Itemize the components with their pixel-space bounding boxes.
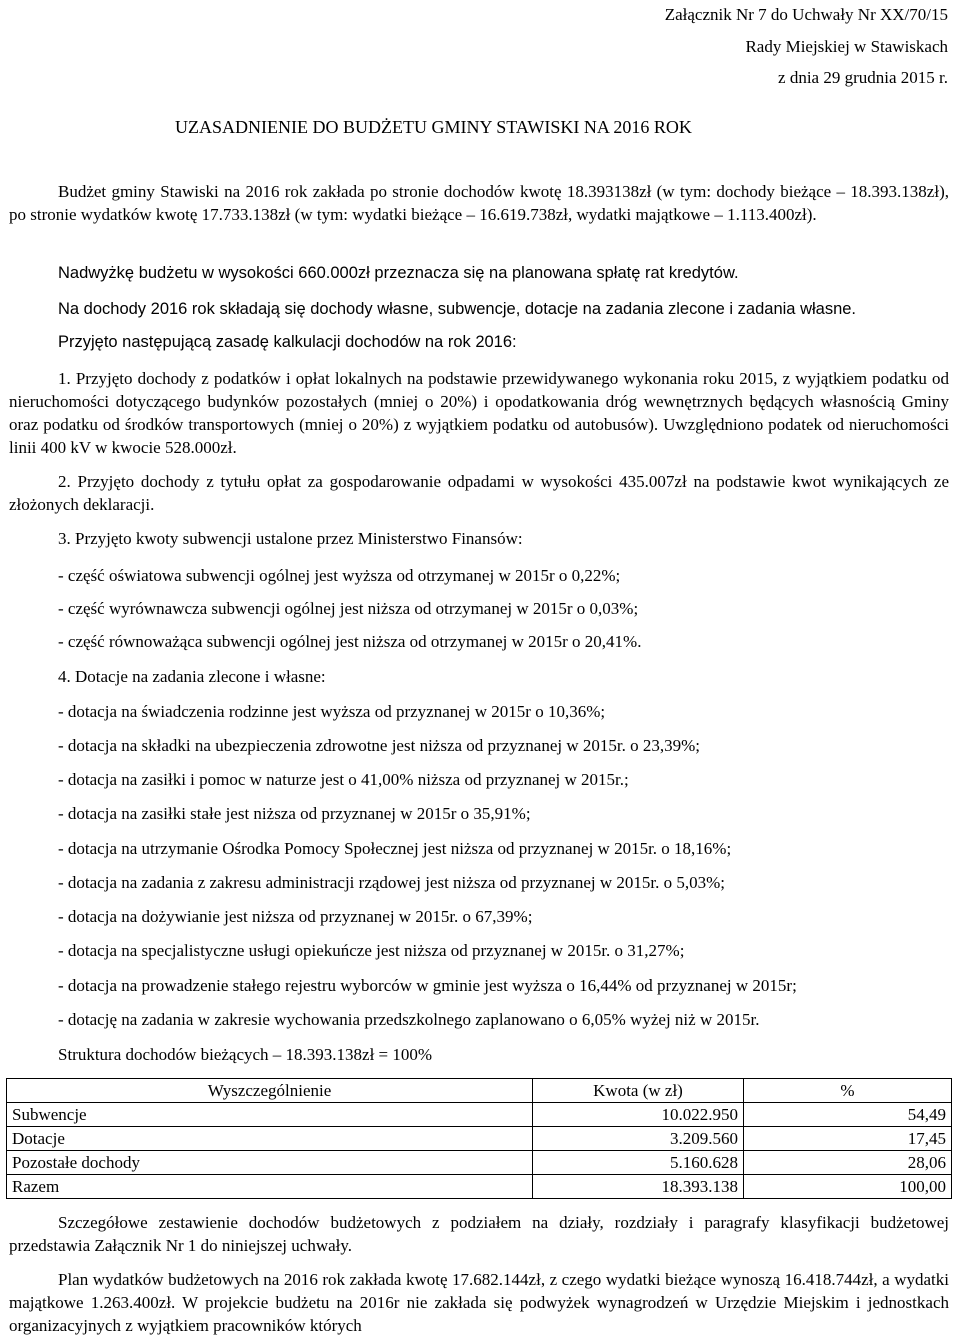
grant-item: - dotacja na utrzymanie Ośrodka Pomocy Społecznej jest niższa od przyznanej w 2015r. o 18,16%;: [58, 839, 732, 858]
grant-item: - dotacja na zasiłki stałe jest niższa od przyznanej w 2015r o 35,91%;: [58, 804, 531, 823]
table-cell: Pozostałe dochody: [7, 1151, 533, 1175]
table-cell: 54,49: [744, 1103, 952, 1127]
table-cell: 28,06: [744, 1151, 952, 1175]
surplus-paragraph: Nadwyżkę budżetu w wysokości 660.000zł przeznacza się na planowana spłatę rat kredytów.: [58, 264, 739, 282]
annex-reference: Załącznik Nr 7 do Uchwały Nr XX/70/15: [664, 5, 948, 24]
point-3: 3. Przyjęto kwoty subwencji ustalone przez Ministerstwo Finansów:: [58, 529, 523, 548]
income-structure-table: [6, 1078, 952, 1199]
table-row: [7, 1127, 952, 1151]
subsidy-item: - część równoważąca subwencji ogólnej jest niższa od otrzymanej w 2015r o 20,41%.: [58, 632, 642, 651]
grant-item: - dotacja na dożywianie jest niższa od przyznanej w 2015r. o 67,39%;: [58, 907, 533, 926]
grant-item: - dotacja na prowadzenie stałego rejestru wyborców w gminie jest wyższa o 16,44% od przyznanej w 2015r;: [58, 976, 797, 995]
expenditure-paragraph: Plan wydatków budżetowych na 2016 rok zakłada kwotę 17.682.144zł, z czego wydatki bieżące wynoszą 16.418.744zł, a wydatki majątkowe 1.263.400zł. W projekcie budżetu na 2016r nie zakłada się podwyżek wynagrodzeń w Urzędzie Miejskim i jednostkach organizacyjnych z wyjątkiem pracowników których: [9, 1270, 949, 1335]
details-paragraph: Szczegółowe zestawienie dochodów budżetowych z podziałem na działy, rozdziały i paragrafy klasyfikacji budżetowej przedstawia Załącznik Nr 1 do niniejszej uchwały.: [9, 1213, 949, 1255]
table-cell: 5.160.628: [533, 1151, 744, 1175]
grant-item: - dotacja na specjalistyczne usługi opiekuńcze jest niższa od przyznanej w 2015r. o 31,27%;: [58, 941, 685, 960]
point-2: 2. Przyjęto dochody z tytułu opłat za gospodarowanie odpadami w wysokości 435.007zł na podstawie kwot wynikających ze złożonych deklaracji.: [9, 472, 949, 514]
header-cell: Kwota (w zł): [533, 1079, 744, 1103]
income-sources-paragraph: Na dochody 2016 rok składają się dochody własne, subwencje, dotacje na zadania zlecone i zadania własne.: [58, 300, 857, 318]
subsidy-item: - część oświatowa subwencji ogólnej jest wyższa od otrzymanej w 2015r o 0,22%;: [58, 566, 621, 585]
table-cell: 18.393.138: [533, 1175, 744, 1199]
table-cell: Razem: [7, 1175, 533, 1199]
intro-paragraph: Budżet gminy Stawiski na 2016 rok zakłada po stronie dochodów kwotę 18.393138zł (w tym: dochody bieżące – 18.393.138zł), po stronie wydatków kwotę 17.733.138zł (w tym: wydatki bieżące – 16.619.738zł, wydatki majątkowe – 1.113.400zł).: [9, 182, 949, 224]
point-4: 4. Dotacje na zadania zlecone i własne:: [58, 667, 326, 686]
grant-item: - dotacja na zadania z zakresu administracji rządowej jest niższa od przyznanej w 2015r. o 5,03%;: [58, 873, 725, 892]
table-cell: Subwencje: [7, 1103, 533, 1127]
table-cell: 17,45: [744, 1127, 952, 1151]
point-1: 1. Przyjęto dochody z podatków i opłat lokalnych na podstawie przewidywanego wykonania roku 2015, z wyjątkiem podatku od nieruchomości dotyczącego budynków pozostałych (mniej o 20%) i opodatkowania dróg wewnętrznych będących własnością Gminy oraz podatku od środków transportowych (mniej o 20%) z wyjątkiem podatku od autobusów). Uwzględniono podatek od nieruchomości linii 400 kV w kwocie 528.000zł.: [9, 369, 949, 457]
table-header-row: [7, 1079, 952, 1103]
document-title: UZASADNIENIE DO BUDŻETU GMINY STAWISKI NA 2016 ROK: [175, 117, 692, 137]
structure-caption: Struktura dochodów bieżących – 18.393.138zł = 100%: [58, 1045, 433, 1064]
table-row: [7, 1175, 952, 1199]
table-cell: 100,00: [744, 1175, 952, 1199]
resolution-date: z dnia 29 grudnia 2015 r.: [778, 68, 948, 87]
subsidy-item: - część wyrównawcza subwencji ogólnej jest niższa od otrzymanej w 2015r o 0,03%;: [58, 599, 639, 618]
table-row: [7, 1103, 952, 1127]
table-row: [7, 1151, 952, 1175]
header-cell: Wyszczególnienie: [7, 1079, 533, 1103]
principle-paragraph: Przyjęto następującą zasadę kalkulacji dochodów na rok 2016:: [58, 333, 517, 351]
header-cell: %: [744, 1079, 952, 1103]
grant-item: - dotacja na składki na ubezpieczenia zdrowotne jest niższa od przyznanej w 2015r. o 23,39%;: [58, 736, 700, 755]
grant-item: - dotacja na zasiłki i pomoc w naturze jest o 41,00% niższa od przyznanej w 2015r.;: [58, 770, 629, 789]
table-cell: 3.209.560: [533, 1127, 744, 1151]
table-cell: 10.022.950: [533, 1103, 744, 1127]
council-name: Rady Miejskiej w Stawiskach: [745, 37, 948, 56]
grant-item: - dotacja na świadczenia rodzinne jest wyższa od przyznanej w 2015r o 10,36%;: [58, 702, 606, 721]
table-cell: Dotacje: [7, 1127, 533, 1151]
grant-item: - dotację na zadania w zakresie wychowania przedszkolnego zaplanowano o 6,05% wyżej niż w 2015r.: [58, 1010, 760, 1029]
